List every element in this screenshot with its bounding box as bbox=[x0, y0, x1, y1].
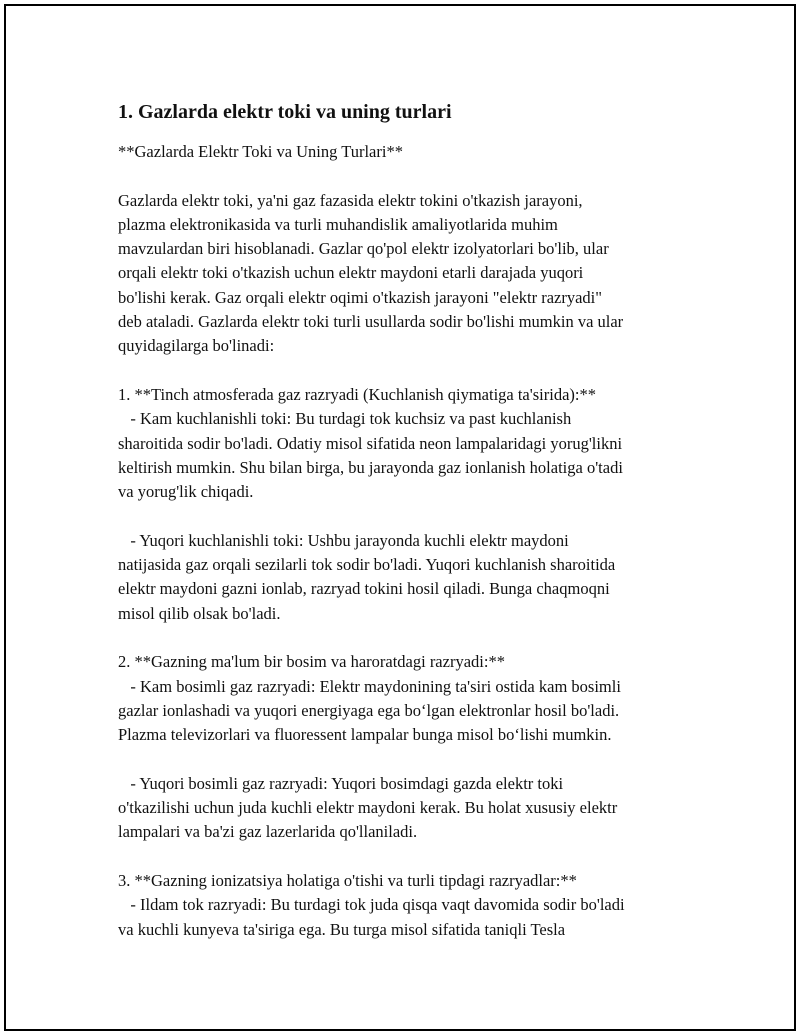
document-content bbox=[118, 99, 718, 942]
document-subtitle: **Gazlarda Elektr Toki va Uning Turlari** bbox=[118, 142, 403, 161]
section-1-item-low-voltage: - Kam kuchlanishli toki: Bu turdagi tok kuchsiz va past kuchlanish sharoitida sodir bo'ladi. Odatiy misol sifatida neon lampalaridagi yorug'likni keltirish mumkin. Shu bilan birga, bu jarayonda gaz ionlanish holatiga o'tadi va yorug'lik chiqadi. bbox=[118, 409, 623, 502]
section-1-item-high-voltage: - Yuqori kuchlanishli toki: Ushbu jarayonda kuchli elektr maydoni natijasida gaz orqali sezilarli tok sodir bo'ladi. Yuqori kuchlanish sharoitida elektr maydoni gazni ionlab, razryad tokini hosil qiladi. Bunga chaqmoqni misol qilib olsak bo'ladi. bbox=[118, 530, 616, 623]
document-page bbox=[4, 4, 796, 1031]
section-2-item-low-pressure: - Kam bosimli gaz razryadi: Elektr maydonining ta'siri ostida kam bosimli gazlar ionlashadi va yuqori energiyaga ega bo‘lgan elektronlar hosil bo'ladi. Plazma televizorlari va fluoressent lampalar bunga misol bo‘lishi mumkin. bbox=[118, 676, 621, 745]
section-3-item-fast-discharge: - Ildam tok razryadi: Bu turdagi tok juda qisqa vaqt davomida sodir bo'ladi va kuchli kunyeva ta'siriga ega. Bu turga misol sifatida taniqli Tesla bbox=[118, 895, 625, 939]
section-2-heading: 2. **Gazning ma'lum bir bosim va haroratdagi razryadi:** bbox=[118, 652, 505, 672]
intro-paragraph: Gazlarda elektr toki, ya'ni gaz fazasida elektr tokini o'tkazish jarayoni, plazma elektronikasida va turli muhandislik amaliyotlarida muhim mavzulardan biri hisoblanadi. Gazlar qo'pol elektr izolyatorlari bo'lib, ular orqali elektr toki o'tkazish uchun elektr maydoni etarli darajada yuqori bo'lishi kerak. Gaz orqali elektr oqimi o'tkazish jarayoni "elektr razryadi" deb ataladi. Gazlarda elektr toki turli usullarda sodir bo'lishi mumkin va ular quyidagilarga bo'linadi: bbox=[118, 190, 624, 356]
paragraph-spacer bbox=[118, 845, 718, 869]
paragraph-spacer bbox=[118, 359, 718, 383]
section-2-item-high-pressure: - Yuqori bosimli gaz razryadi: Yuqori bosimdagi gazda elektr toki o'tkazilishi uchun juda kuchli elektr maydoni kerak. Bu holat xususiy elektr lampalari va ba'zi gaz lazerlarida qo'llaniladi. bbox=[118, 773, 618, 842]
section-1-heading: 1. **Tinch atmosferada gaz razryadi (Kuchlanish qiymatiga ta'sirida):** bbox=[118, 384, 596, 404]
paragraph-spacer bbox=[118, 164, 718, 188]
paragraph-spacer bbox=[118, 504, 718, 528]
section-3-heading: 3. **Gazning ionizatsiya holatiga o'tishi va turli tipdagi razryadlar:** bbox=[118, 870, 577, 890]
paragraph-spacer bbox=[118, 747, 718, 771]
document-title: 1. Gazlarda elektr toki va uning turlari bbox=[118, 101, 452, 123]
paragraph-spacer bbox=[118, 626, 718, 650]
